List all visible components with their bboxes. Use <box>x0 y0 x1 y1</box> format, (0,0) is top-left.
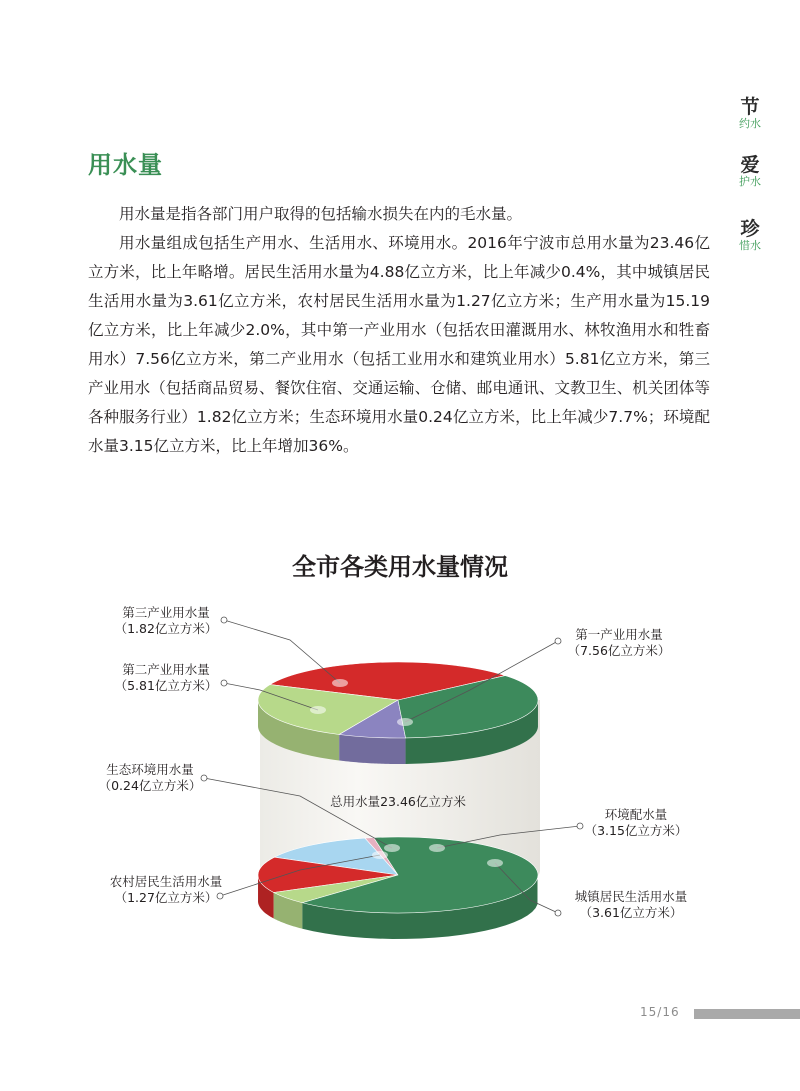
callout-label: 城镇居民生活用水量 <box>574 889 688 904</box>
leader-anchor <box>332 679 348 687</box>
center-label: 总用水量23.46亿立方米 <box>330 794 466 809</box>
motto-char-ai: 爱 <box>740 154 760 176</box>
page-number-bar <box>694 1009 800 1019</box>
callout-env-allocation <box>580 807 692 839</box>
callout-value: （1.82亿立方米） <box>114 621 218 636</box>
leader-anchor <box>487 859 503 867</box>
callout-secondary <box>108 662 224 694</box>
callout-rural <box>96 874 236 906</box>
callout-value: （7.56亿立方米） <box>567 643 671 658</box>
callout-label: 第三产业用水量 <box>122 605 210 620</box>
callout-label: 环境配水量 <box>604 807 668 822</box>
callout-primary <box>558 627 680 659</box>
paragraph-definition: 用水量是指各部门用户取得的包括输水损失在内的毛水量。 <box>119 205 523 223</box>
leader-anchor <box>384 844 400 852</box>
paragraph-composition: 用水量组成包括生产用水、生活用水、环境用水。2016年宁波市总用水量为23.46亿立方米，比上年略增。居民生活用水量为4.88亿立方米，比上年减少0.4%，其中城镇居民生活用水量为3.61亿立方米，农村居民生活用水量为1.27亿立方米；生产用水量为15.19亿立方米，比上年减少2.0%，其中第一产业用水（包括农田灌溉用水、林牧渔用水和牲畜用水）7.56亿立方米，第二产业用水（包括工业用水和建筑业用水）5.81亿立方米，第三产业用水（包括商品贸易、餐饮住宿、交通运输、仓储、邮电通讯、文教卫生、机关团体等各种服务行业）1.82亿立方米；生态环境用水量0.24亿立方米，比上年减少7.7%；环境配水量3.15亿立方米，比上年增加36%。 <box>88 234 710 455</box>
motto-yueshui: 约水 <box>739 117 761 130</box>
callout-urban <box>558 889 704 921</box>
callout-value: （0.24亿立方米） <box>98 778 202 793</box>
callout-value: （5.81亿立方米） <box>114 678 218 693</box>
section-title: 用水量 <box>88 151 163 179</box>
chart-title: 全市各类用水量情况 <box>292 553 508 581</box>
callout-tertiary <box>108 605 224 637</box>
callout-ecological <box>88 762 212 794</box>
leader-anchor <box>397 718 413 726</box>
bottom-disk <box>258 837 538 939</box>
leader-anchor <box>372 851 388 859</box>
callout-value: （3.15亿立方米） <box>584 823 688 838</box>
callout-value: （3.61亿立方米） <box>579 905 683 920</box>
motto-char-zhen: 珍 <box>740 218 760 240</box>
callout-label: 生态环境用水量 <box>106 762 194 777</box>
callout-label: 农村居民生活用水量 <box>109 874 223 889</box>
motto-xishui: 惜水 <box>739 239 761 252</box>
leader-anchor <box>429 844 445 852</box>
callout-value: （1.27亿立方米） <box>114 890 218 905</box>
callout-label: 第一产业用水量 <box>575 627 663 642</box>
callout-label: 第二产业用水量 <box>122 662 210 677</box>
motto-char-jie: 节 <box>740 96 760 118</box>
top-disk <box>258 662 538 764</box>
slice-2-side <box>339 734 405 764</box>
leader-anchor <box>310 706 326 714</box>
page-number: 15/16 <box>640 1005 680 1019</box>
motto-hushui: 护水 <box>739 175 761 188</box>
